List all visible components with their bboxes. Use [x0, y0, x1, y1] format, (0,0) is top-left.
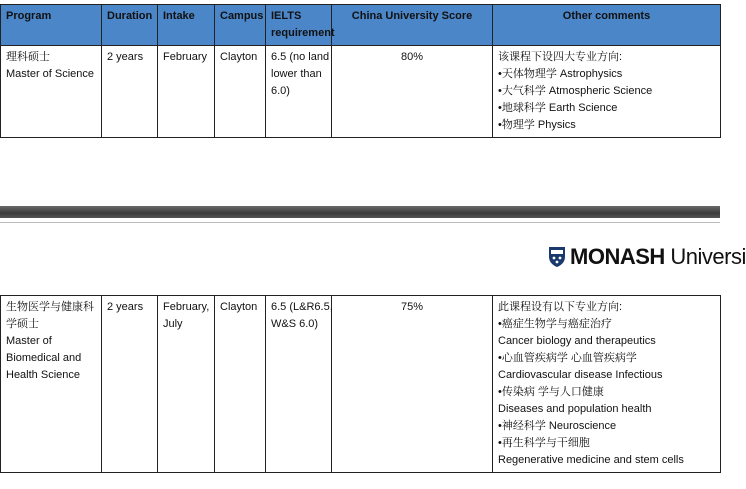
- comment-line: 此课程设有以下专业方向:: [498, 301, 623, 313]
- cell-campus: Clayton: [215, 296, 266, 473]
- header-score: China University Score: [332, 5, 493, 46]
- comment-line: •物理学 Physics: [498, 119, 576, 131]
- table-row: [1, 46, 721, 138]
- cell-ielts: [266, 296, 332, 473]
- monash-logo: [548, 244, 746, 270]
- program-name-line: 生物医学与健康科: [6, 301, 94, 313]
- monash-wordmark-bold: MONASH: [570, 244, 665, 269]
- cell-ielts: [266, 46, 332, 138]
- program-table-1: [0, 4, 721, 138]
- comment-line: •大气科学 Atmospheric Science: [498, 85, 653, 97]
- cell-score: 75%: [332, 296, 493, 473]
- comment-line: •神经科学 Neuroscience: [498, 420, 617, 432]
- page-separator: [0, 206, 720, 218]
- header-campus: Campus: [215, 5, 266, 46]
- comment-line: Cardiovascular disease Infectious: [498, 369, 663, 381]
- comment-line: Diseases and population health: [498, 403, 652, 415]
- program-name-line: Biomedical and: [6, 352, 82, 364]
- header-program: Program: [1, 5, 102, 46]
- header-duration: Duration: [102, 5, 158, 46]
- ielts-line: 6.5 (no land: [271, 51, 330, 63]
- intake-line: February,: [163, 301, 210, 313]
- comment-line: •心血管疾病学 心血管疾病学: [498, 352, 637, 364]
- cell-duration: 2 years: [102, 296, 158, 473]
- monash-wordmark: [570, 244, 746, 270]
- comment-line: •传染病 学与人口健康: [498, 386, 604, 398]
- program-name-line: 学硕士: [6, 318, 39, 330]
- program-name-cn: 理科硕士: [6, 51, 50, 63]
- ielts-line: 6.5 (L&R6.5,: [271, 301, 333, 313]
- cell-duration: 2 years: [102, 46, 158, 138]
- table-row: [1, 296, 721, 473]
- table-header-row: [1, 5, 721, 46]
- program-name-line: Health Science: [6, 369, 80, 381]
- page-separator-line: [0, 222, 720, 223]
- header-ielts: IELTS requirement: [266, 5, 332, 46]
- program-name-line: Master of: [6, 335, 52, 347]
- program-table-2: [0, 295, 721, 473]
- monash-shield-icon: [548, 246, 566, 268]
- cell-score: 80%: [332, 46, 493, 138]
- monash-wordmark-rest: Universi: [664, 244, 746, 269]
- comment-line: •天体物理学 Astrophysics: [498, 68, 623, 80]
- cell-program: [1, 296, 102, 473]
- intake-line: July: [163, 318, 183, 330]
- program-name-en: Master of Science: [6, 68, 95, 80]
- comment-line: •再生科学与干细胞: [498, 437, 590, 449]
- comment-line: •癌症生物学与癌症治疗: [498, 318, 612, 330]
- ielts-line: lower than: [271, 68, 322, 80]
- header-intake: Intake: [158, 5, 215, 46]
- header-comments: Other comments: [493, 5, 721, 46]
- cell-intake: [158, 296, 215, 473]
- ielts-line: W&S 6.0): [271, 318, 319, 330]
- ielts-line: 6.0): [271, 85, 290, 97]
- comment-line: Cancer biology and therapeutics: [498, 335, 656, 347]
- comment-line: 该课程下设四大专业方向:: [498, 51, 623, 63]
- comment-line: •地球科学 Earth Science: [498, 102, 618, 114]
- comment-line: Regenerative medicine and stem cells: [498, 454, 684, 466]
- cell-intake: February: [158, 46, 215, 138]
- cell-campus: Clayton: [215, 46, 266, 138]
- cell-program: [1, 46, 102, 138]
- cell-comments: [493, 296, 721, 473]
- cell-comments: [493, 46, 721, 138]
